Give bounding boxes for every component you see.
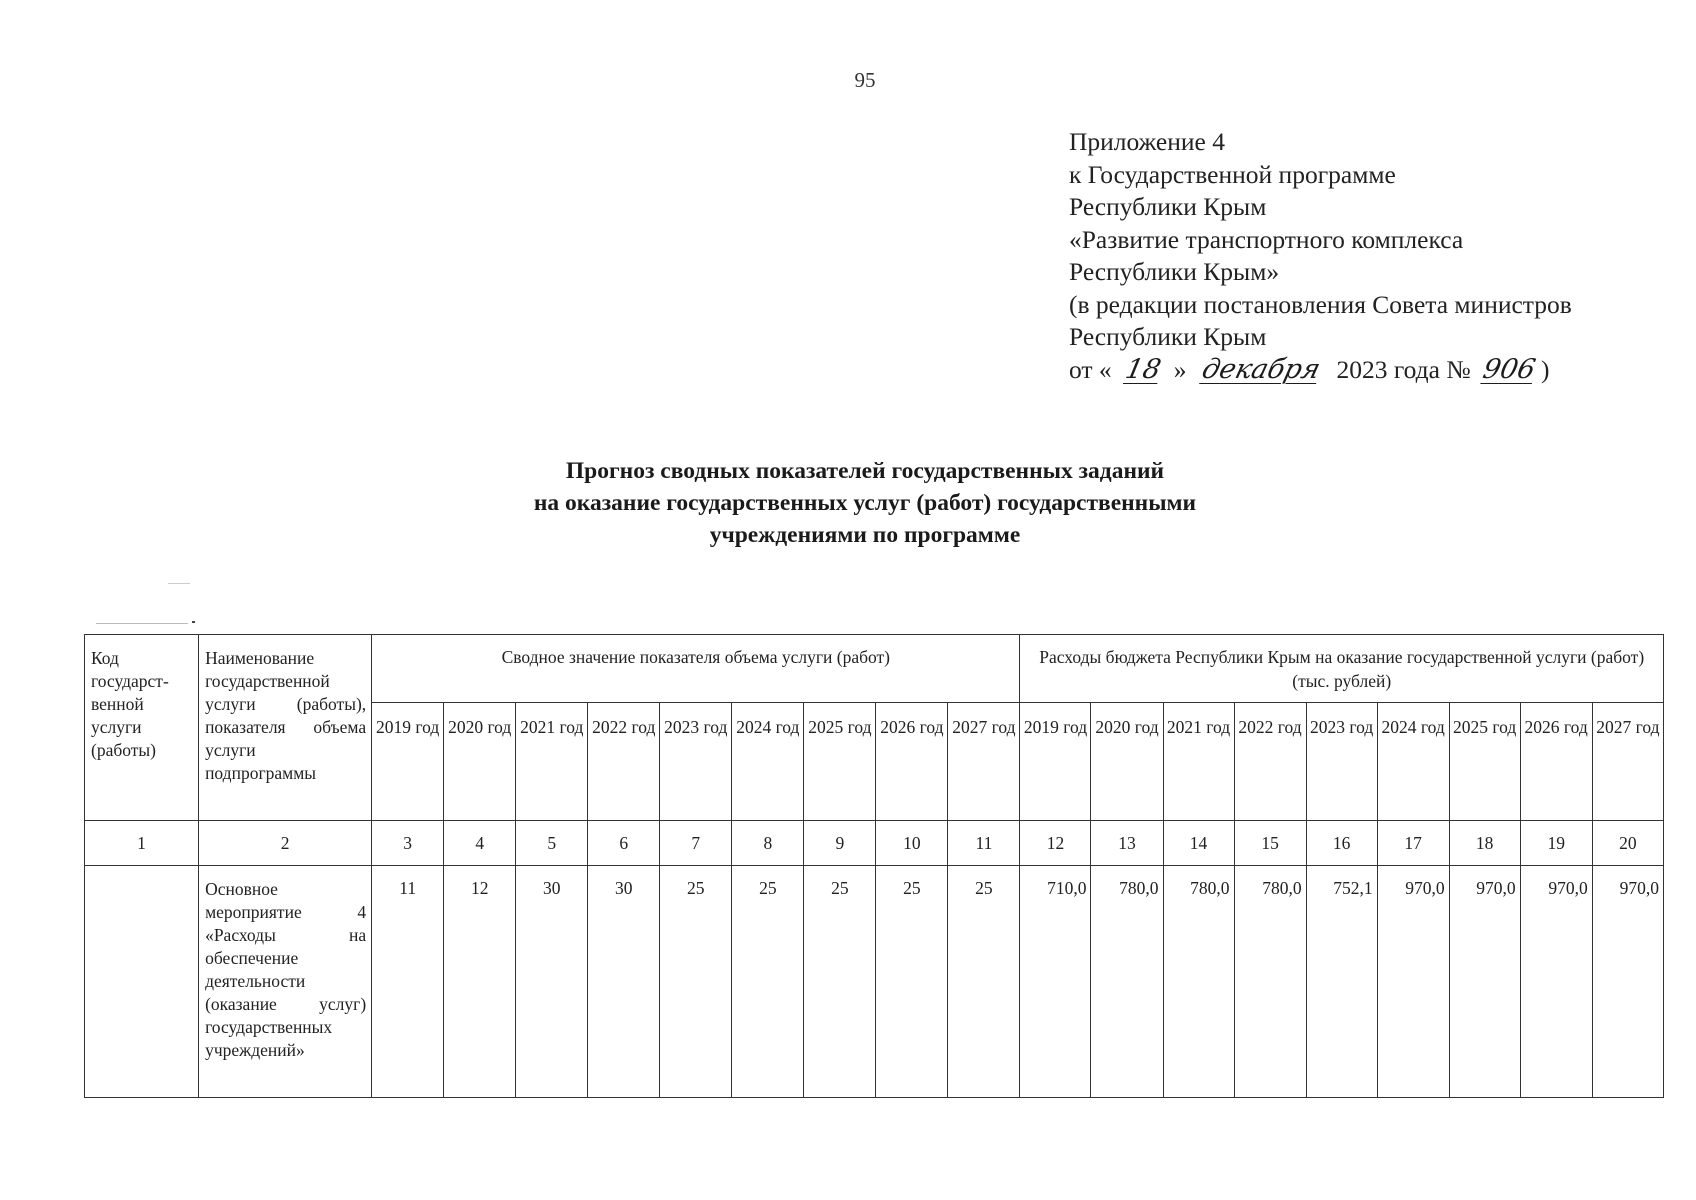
appendix-line: Республики Крым	[1069, 192, 1267, 221]
header-year: 2027 год	[948, 703, 1020, 821]
column-number: 10	[876, 821, 948, 866]
column-number: 20	[1592, 821, 1663, 866]
header-year: 2022 год	[1234, 703, 1306, 821]
column-number-row	[85, 821, 1664, 866]
row-code	[85, 866, 199, 1098]
decree-prefix: от «	[1069, 354, 1112, 384]
appendix-line: Республики Крым»	[1069, 257, 1280, 286]
column-number: 6	[588, 821, 660, 866]
budget-value: 710,0	[1020, 866, 1091, 1098]
column-number: 8	[732, 821, 804, 866]
budget-value: 970,0	[1377, 866, 1449, 1098]
title-line: на оказание государственных услуг (работ) государственными	[533, 490, 1197, 516]
header-year: 2019 год	[1020, 703, 1091, 821]
header-year: 2023 год	[1306, 703, 1377, 821]
budget-value: 780,0	[1091, 866, 1163, 1098]
header-budget-group: Расходы бюджета Республики Крым на оказание государственной услуги (работ) (тыс. рублей)	[1020, 635, 1664, 703]
handwritten-month: декабря	[1199, 353, 1324, 385]
header-year: 2022 год	[588, 703, 660, 821]
header-year: 2024 год	[732, 703, 804, 821]
row-name: Основное мероприятие 4 «Расходы на обеспечение деятельности (оказание услуг) государственных учреждений»	[199, 866, 372, 1098]
volume-value: 30	[588, 866, 660, 1098]
title-line: Прогноз сводных показателей государственных заданий	[565, 458, 1165, 484]
header-year: 2020 год	[1091, 703, 1163, 821]
appendix-line: Республики Крым	[1069, 322, 1267, 351]
budget-value: 970,0	[1520, 866, 1592, 1098]
header-year: 2026 год	[876, 703, 948, 821]
column-number: 15	[1234, 821, 1306, 866]
appendix-line: (в редакции постановления Совета министров	[1069, 289, 1572, 319]
volume-value: 30	[516, 866, 588, 1098]
appendix-line: к Государственной программе	[1069, 159, 1396, 189]
header-year: 2021 год	[516, 703, 588, 821]
column-number: 2	[199, 821, 372, 866]
column-number: 9	[804, 821, 876, 866]
header-year: 2019 год	[372, 703, 444, 821]
decree-quote-close: »	[1173, 354, 1187, 384]
decree-suffix: )	[1541, 354, 1550, 384]
header-year: 2021 год	[1163, 703, 1234, 821]
budget-value: 780,0	[1163, 866, 1234, 1098]
column-number: 13	[1091, 821, 1163, 866]
column-number: 7	[660, 821, 732, 866]
scan-artifact	[192, 621, 195, 623]
header-year: 2020 год	[444, 703, 516, 821]
column-number: 17	[1377, 821, 1449, 866]
scan-artifact	[168, 583, 190, 584]
table-header-row	[85, 635, 1664, 703]
budget-value: 780,0	[1234, 866, 1306, 1098]
column-number: 14	[1163, 821, 1234, 866]
column-number: 4	[444, 821, 516, 866]
appendix-line: «Развитие транспортного комплекса	[1069, 224, 1464, 254]
header-volume-group: Сводное значение показателя объема услуги (работ)	[372, 635, 1020, 703]
header-year: 2024 год	[1377, 703, 1449, 821]
decree-year: 2023 года №	[1336, 354, 1471, 384]
column-number: 5	[516, 821, 588, 866]
column-number: 16	[1306, 821, 1377, 866]
appendix-line: Приложение 4	[1069, 127, 1225, 156]
volume-value: 25	[732, 866, 804, 1098]
header-year: 2025 год	[804, 703, 876, 821]
volume-value: 25	[804, 866, 876, 1098]
volume-value: 11	[372, 866, 444, 1098]
header-year: 2023 год	[660, 703, 732, 821]
handwritten-day: 18	[1122, 353, 1164, 385]
budget-value: 752,1	[1306, 866, 1377, 1098]
column-number: 18	[1449, 821, 1520, 866]
scan-artifact	[96, 623, 188, 624]
column-number: 3	[372, 821, 444, 866]
volume-value: 25	[876, 866, 948, 1098]
header-name: Наименование государственной услуги (работы), показателя объема услуги подпрограммы	[199, 635, 372, 821]
page-number: 95	[854, 68, 876, 92]
column-number: 11	[948, 821, 1020, 866]
header-code: Код государст-венной услуги (работы)	[85, 635, 199, 821]
forecast-table	[84, 634, 1664, 1098]
volume-value: 12	[444, 866, 516, 1098]
appendix-block	[1069, 126, 1572, 386]
column-number: 12	[1020, 821, 1091, 866]
document-title	[0, 455, 1696, 551]
volume-value: 25	[660, 866, 732, 1098]
header-year: 2026 год	[1520, 703, 1592, 821]
title-line: учреждениями по программе	[709, 522, 1021, 548]
budget-value: 970,0	[1449, 866, 1520, 1098]
table-row	[85, 866, 1664, 1098]
handwritten-decree-number: 906	[1480, 353, 1539, 385]
volume-value: 25	[948, 866, 1020, 1098]
column-number: 19	[1520, 821, 1592, 866]
header-year: 2025 год	[1449, 703, 1520, 821]
header-year: 2027 год	[1592, 703, 1663, 821]
column-number: 1	[85, 821, 199, 866]
decree-line	[1069, 354, 1572, 387]
budget-value: 970,0	[1592, 866, 1663, 1098]
